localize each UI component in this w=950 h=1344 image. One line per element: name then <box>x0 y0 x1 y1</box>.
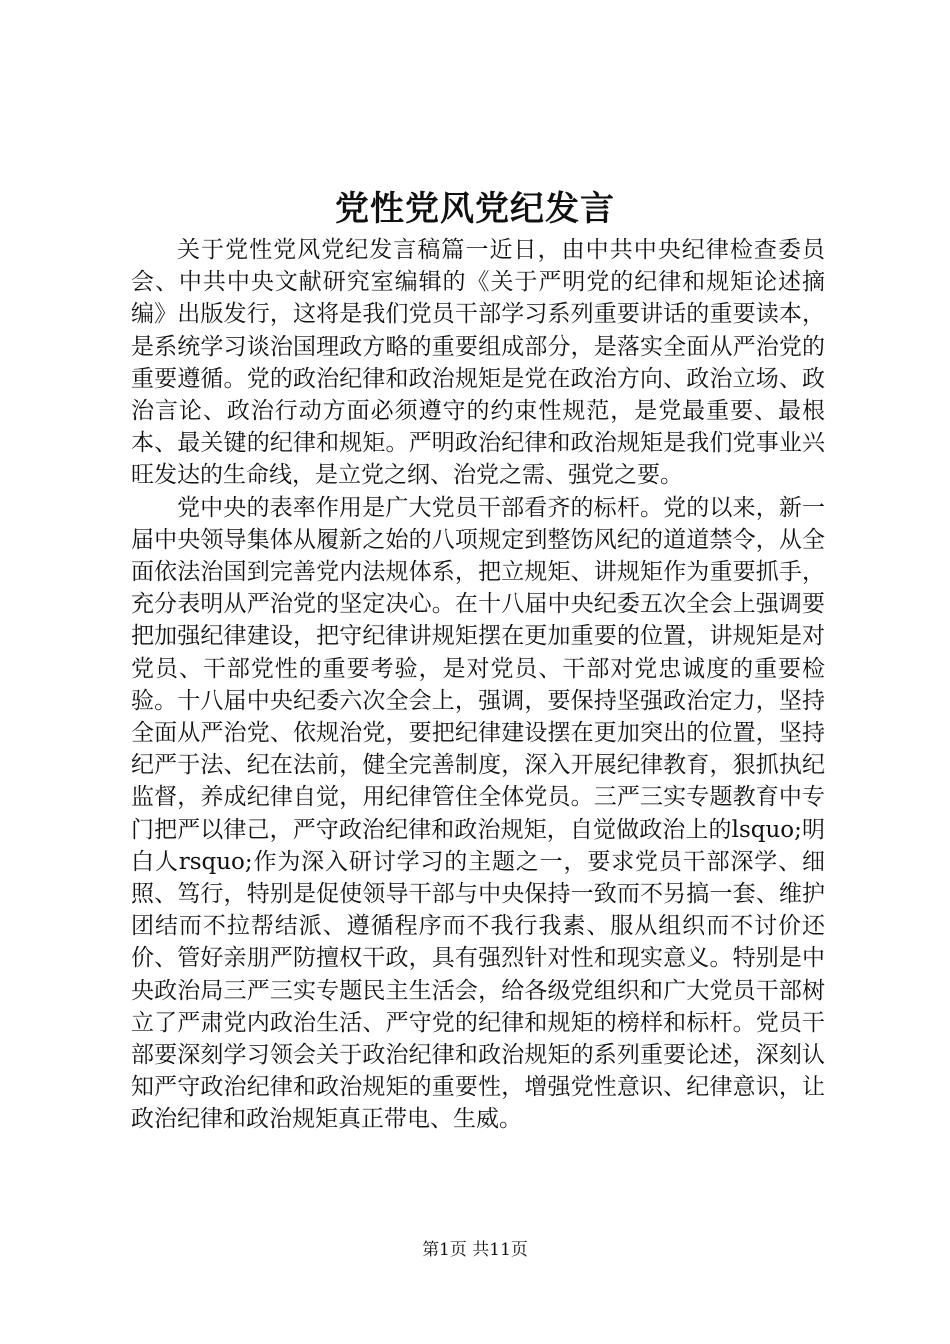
paragraph-1: 关于党性党风党纪发言稿篇一近日，由中共中央纪律检查委员会、中共中央文献研究室编辑的《关于严明党的纪律和规矩论述摘编》出版发行，这将是我们党员干部学习系列重要讲话的重要读本，是系统学习谈治国理政方略的重要组成部分，是落实全面从严治党的重要遵循。党的政治纪律和政治规矩是党在政治方向、政治立场、政治言论、政治行动方面必须遵守的约束性规范，是党最重要、最根本、最关键的纪律和规矩。严明政治纪律和政治规矩是我们党事业兴旺发达的生命线，是立党之纲、治党之需、强党之要。 <box>131 237 825 489</box>
page-footer: 第1页 共11页 <box>422 1240 528 1260</box>
document-title: 党性党风党纪发言 <box>335 189 615 229</box>
document-body <box>131 234 825 1136</box>
paragraph-2: 党中央的表率作用是广大党员干部看齐的标杆。党的以来，新一届中央领导集体从履新之始的八项规定到整饬风纪的道道禁令，从全面依法治国到完善党内法规体系，把立规矩、讲规矩作为重要抓手，充分表明从严治党的坚定决心。在十八届中央纪委五次全会上强调要把加强纪律建设，把守纪律讲规矩摆在更加重要的位置，讲规矩是对党员、干部党性的重要考验，是对党员、干部对党忠诚度的重要检验。十八届中央纪委六次全会上，强调，要保持坚强政治定力，坚持全面从严治党、依规治党，要把纪律建设摆在更加突出的位置，坚持纪严于法、纪在法前，健全完善制度，深入开展纪律教育，狠抓执纪监督，养成纪律自觉，用纪律管住全体党员。三严三实专题教育中专门把严以律己，严守政治纪律和政治规矩，自觉做政治上的lsquo;明白人rsquo;作为深入研讨学习的主题之一，要求党员干部深学、细照、笃行，特别是促使领导干部与中央保持一致而不另搞一套、维护团结而不拉帮结派、遵循程序而不我行我素、服从组织而不讨价还价、管好亲朋严防擅权干政，具有强烈针对性和现实意义。特别是中央政治局三严三实专题民主生活会，给各级党组织和广大党员干部树立了严肃党内政治生活、严守党的纪律和规矩的榜样和标杆。党员干部要深刻学习领会关于政治纪律和政治规矩的系列重要论述，深刻认知严守政治纪律和政治规矩的重要性，增强党性意识、纪律意识，让政治纪律和政治规矩真正带电、生威。 <box>131 494 825 1133</box>
